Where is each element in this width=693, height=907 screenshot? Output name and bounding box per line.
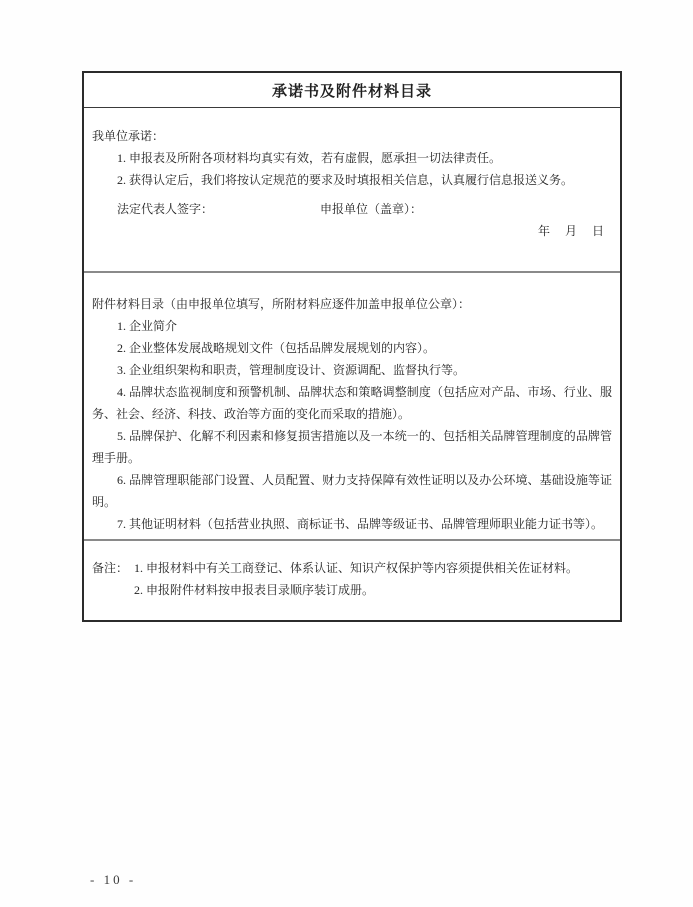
- attachment-item-4: 4. 品牌状态监视制度和预警机制、品牌状态和策略调整制度（包括应对产品、市场、行业、服务、社会、经济、科技、政治等方面的变化而采取的措施）。: [92, 385, 612, 421]
- attachment-item-1: 1. 企业简介: [117, 319, 178, 333]
- notes-items: [134, 557, 612, 601]
- signature-row: [92, 198, 612, 220]
- applicant-unit-seal-label: 申报单位（盖章）：: [320, 202, 423, 216]
- page-title: 承诺书及附件材料目录: [271, 82, 432, 100]
- notes-row: [92, 557, 612, 601]
- attachment-item-2: 2. 企业整体发展战略规划文件（包括品牌发展规划的内容）。: [117, 341, 436, 355]
- note-item-2: 2. 申报附件材料按申报表目录顺序装订成册。: [134, 583, 375, 597]
- attachment-item-5: 5. 品牌保护、化解不利因素和修复损害措施以及一本统一的、包括相关品牌管理制度的品牌管理手册。: [92, 429, 612, 465]
- note-item-1: 1. 申报材料中有关工商登记、体系认证、知识产权保护等内容须提供相关佐证材料。: [134, 561, 579, 575]
- notes-label: 备注：: [92, 561, 129, 575]
- commitment-item-2: 2. 获得认定后，我们将按认定规范的要求及时填报相关信息，认真履行信息报送义务。: [117, 173, 574, 187]
- commitment-lead: 我单位承诺：: [92, 129, 165, 143]
- date-line: 年 月 日: [537, 224, 604, 238]
- commitment-section: [84, 108, 620, 273]
- notes-section: [84, 541, 620, 620]
- page-number: - 10 -: [90, 872, 137, 887]
- commitment-item-1: 1. 申报表及所附各项材料均真实有效，若有虚假，愿承担一切法律责任。: [117, 151, 502, 165]
- attachment-item-7: 7. 其他证明材料（包括营业执照、商标证书、品牌等级证书、品牌管理师职业能力证书等）。: [117, 517, 604, 531]
- attachments-header: 附件材料目录（由申报单位填写，所附材料应逐件加盖申报单位公章）：: [92, 297, 471, 311]
- legal-representative-signature-label: 法定代表人签字：: [117, 202, 214, 216]
- attachment-item-6: 6. 品牌管理职能部门设置、人员配置、财力支持保障有效性证明以及办公环境、基础设施等证明。: [92, 473, 612, 509]
- attachment-item-3: 3. 企业组织架构和职责，管理制度设计、资源调配、监督执行等。: [117, 363, 466, 377]
- table-title-row: [84, 73, 620, 108]
- commitment-form-table: [82, 71, 622, 622]
- attachments-section: [84, 273, 620, 541]
